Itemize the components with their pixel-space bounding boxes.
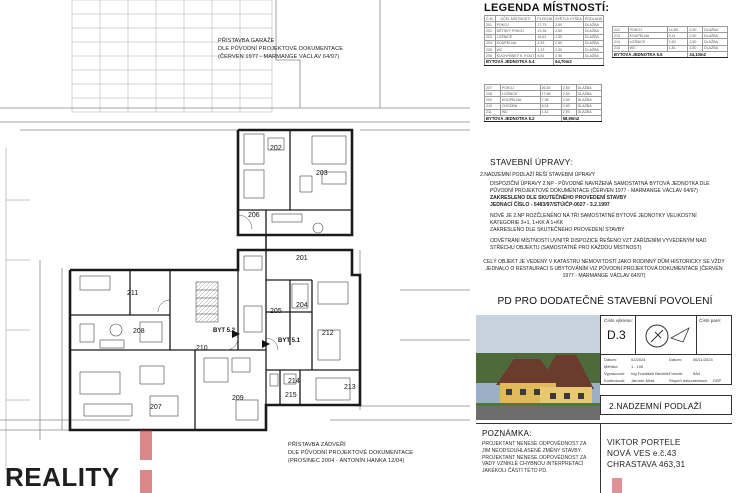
legend-row: 202 DĚTSKÝ POKOJ 13,36 2,50 DLAŽBA xyxy=(485,28,604,34)
legend-row: 213 KOUPELNA 5,41 2,50 DLAŽBA xyxy=(613,33,728,39)
drawing-name-box xyxy=(600,395,732,415)
drawing-meta-box xyxy=(600,355,732,385)
date2-value: 06/11/2024 xyxy=(693,357,713,362)
works-intro: 2.NADZEMNÍ PODLAŽÍ ŘEŠÍ STAVEBNÍ ÚPRAVY xyxy=(480,172,596,178)
legend-table-3 xyxy=(484,84,602,122)
room-210: 210 xyxy=(196,345,208,352)
legend-row: 211 WC 1,42 2,50 DLAŽBA xyxy=(485,109,602,115)
room-215: 215 xyxy=(285,392,297,399)
client-info xyxy=(607,438,685,470)
room-207: 207 xyxy=(150,404,162,411)
unit-tag-5-1: BYT 5.1 xyxy=(278,338,301,344)
legend-table-1 xyxy=(484,15,604,66)
room-205: 205 xyxy=(270,308,282,315)
works-item-2-text: NOVĚ JE 2.NP ROZČLENĚNO NA TŘI SAMOSTATNÉ BYTOVÉ JEDNOTKY VELIKOSTNÍ KATEGORIE 3+1, 1+KK A 1+KK xyxy=(490,213,697,226)
legend-row: 210 CHODBA 6,04 2,50 DLAŽBA xyxy=(485,103,602,109)
room-211: 211 xyxy=(127,290,139,297)
note-title: POZNÁMKA: xyxy=(482,429,532,438)
works-item-1-b: ZAKRESLENO DLE SKUTEČNÉHO PROVEDENÍ STAVBY xyxy=(490,195,627,201)
sheet-label: Číslo paré: xyxy=(699,318,722,323)
legend-row: 214 LOŽNICE 2,50 2,50 DLAŽBA xyxy=(613,39,728,45)
works-note: CELÝ OBJEKT JE VEDENÝ V KATASTRU NEMOVITOSTÍ JAKO RODINNÝ DŮM HISTORICKY SE VŽDY JEDNALO O RESTAURACI S UBYTOVÁNÍM VIZ PŮVODNÍ PROJEKTOVÁ DOKUMENTACE (ČERVEN 1977 - MARMANGE VÁCLAV 64/97) xyxy=(483,259,725,279)
works-item-1 xyxy=(490,181,726,209)
scale-label: Měřítko: xyxy=(604,364,619,369)
legend-row: 204 KOUPELNA 4,53 2,50 DLAŽBA xyxy=(485,40,604,46)
works-item-1-c: JEDNACÍ ČÍSLO - 5483/97/STÚ/ČP-0027 - 3.2.1997 xyxy=(490,202,610,208)
company-logo-icon xyxy=(643,320,693,352)
permit-heading: PD PRO DODATEČNÉ STAVEBNÍ POVOLENÍ xyxy=(497,296,713,307)
room-206: 206 xyxy=(248,212,260,219)
legend-row: 215 WC 1,81 2,50 DLAŽBA xyxy=(613,45,728,51)
watermark-mark xyxy=(140,430,152,493)
watermark-mark-right xyxy=(612,478,622,493)
drawing-no: D.3 xyxy=(607,328,626,342)
room-212: 212 xyxy=(322,330,334,337)
room-201: 201 xyxy=(296,255,308,262)
works-item-1-text: DISPOZIČNÍ ÚPRAVY 2.NP - PŮVODNĚ NAVRŽENÁ SAMOSTATNÁ BYTOVÁ JEDNOTKA DLE PŮVODNÍ PROJEKTOVÉ DOKUMENTACE (ČERVEN 1977 - MARMANGE VÁCLAV 64/97) xyxy=(490,181,710,194)
format-value: 6A4 xyxy=(693,371,701,376)
legend-row: 206 KUCHYŇSKÝ K. KOUT 6,81 2,50 DLAŽBA xyxy=(485,53,604,59)
legend-sum-row: BYTOVÁ JEDNOTKA 5.2 58,90m2 xyxy=(485,115,602,121)
unit-tag-5-2: BYT 5.2 xyxy=(213,328,236,334)
legend-row: 208 LOŽNICE 17,66 2,50 DLAŽBA xyxy=(485,91,602,97)
drawing-number-box xyxy=(600,315,732,355)
room-208: 208 xyxy=(133,328,145,335)
client-address-2: CHRASTAVA 463,31 xyxy=(607,459,686,469)
legend-header: PODLAHA xyxy=(584,16,603,21)
date-value: 02/2024 xyxy=(631,357,646,362)
checked-label: Kontroloval: xyxy=(604,378,626,383)
date2-label: Datum: xyxy=(669,357,682,362)
drew-label: Vypracoval: xyxy=(604,371,625,376)
works-item-3: ODVĚTRÁNÍ MÍSTNOSTÍ UVNITŘ DISPOZICE ŘEŠENO VZT ZAŘÍZENÍM VYVEDENÝM NAD STŘECHU OBJEKTU (SAMOSTATNĚ PRO KAŽDOU MÍSTNOST) xyxy=(490,238,707,251)
legend-row: 205 WC 1,13 2,50 DLAŽBA xyxy=(485,46,604,52)
works-item-2-b: ZAKRESLENO DLE SKUTEČNÉHO PROVEDENÍ STAVBY xyxy=(490,227,625,233)
room-209: 209 xyxy=(232,395,244,402)
date-label: Datum: xyxy=(604,357,617,362)
rear-annex-note: PŘÍSTAVBA ZÁDVEŘÍ DLE PŮVODNÍ PROJEKTOVÉ DOKUMENTACE (PROSINEC 2004 - ANTONÍN HANKA 12/04) xyxy=(288,442,414,464)
format-label: Formát: xyxy=(669,371,683,376)
legend-table-2 xyxy=(612,26,728,58)
works-item-2 xyxy=(490,213,726,234)
client-name: VIKTOR PORTELE xyxy=(607,438,681,447)
client-address-1: NOVÁ VES e.č.43 xyxy=(607,448,677,458)
room-203: 203 xyxy=(316,170,328,177)
garage-note: PŘÍSTAVBA GARÁŽE DLE PŮVODNÍ PROJEKTOVÉ DOKUMENTACE (ČERVEN 1977 - MARMANGE VÁCLAV 64/97) xyxy=(218,38,344,60)
watermark-brand: REALITY xyxy=(5,462,120,492)
drawing-name: 2.NADZEMNÍ PODLAŽÍ xyxy=(609,401,702,411)
checked-value: Jaromír Mráz xyxy=(631,378,655,383)
legend-header: PLOCHA xyxy=(537,16,553,21)
legend-row: 201 POKOJ 17,73 2,50 DLAŽBA xyxy=(485,22,604,28)
legend-row: 212 POKOJ 14,58 2,50 DLAŽBA xyxy=(613,27,728,33)
scale-value: 1 : 100 xyxy=(631,364,644,369)
legend-sum-row: BYTOVÁ JEDNOTKA 5.4 64,70m2 xyxy=(485,59,604,65)
drew-value: Ing.František Bechtík xyxy=(631,371,669,376)
drawing-no-label: Číslo výkresu: xyxy=(604,318,633,323)
building-photo xyxy=(476,315,600,420)
stage-label: Stupeň dokumentace: xyxy=(669,378,708,383)
legend-row: 207 POKOJ 26,45 2,50 DLAŽBA xyxy=(485,85,602,91)
staircase xyxy=(196,282,218,322)
room-204: 204 xyxy=(296,302,308,309)
note-text: PROJEKTANT NENESE ODPOVĚDNOST ZA JIM NEODSOUHLASENÉ ZMĚNY STAVBY. PROJEKTANT NENESE ODPOVĚDNOST ZA VADY VZNIKLÉ CHYBNOU INTERPRETACÍ JAKÉKOLI ČÁSTI TÉTO PD. xyxy=(482,441,587,475)
works-title: STAVEBNÍ ÚPRAVY: xyxy=(490,157,573,167)
legend-header: SVĚTLÁ VÝŠKA xyxy=(555,16,582,21)
room-213: 213 xyxy=(344,384,356,391)
room-202: 202 xyxy=(270,145,282,152)
legend-row: 209 KOUPELNA 7,38 2,50 DLAŽBA xyxy=(485,97,602,103)
legend-row: 203 LOŽNICE 16,61 2,50 DLAŽBA xyxy=(485,34,604,40)
legend-header: Č.M. xyxy=(486,16,494,21)
legend-sum-row: BYTOVÁ JEDNOTKA 5.5 34,10m2 xyxy=(613,51,728,57)
legend-header: ÚČEL MÍSTNOSTI xyxy=(495,16,536,22)
furniture xyxy=(80,134,350,420)
stage-value: DSP xyxy=(713,378,722,383)
room-214: 214 xyxy=(288,378,300,385)
legend-title: LEGENDA MÍSTNOSTÍ: xyxy=(484,2,610,14)
